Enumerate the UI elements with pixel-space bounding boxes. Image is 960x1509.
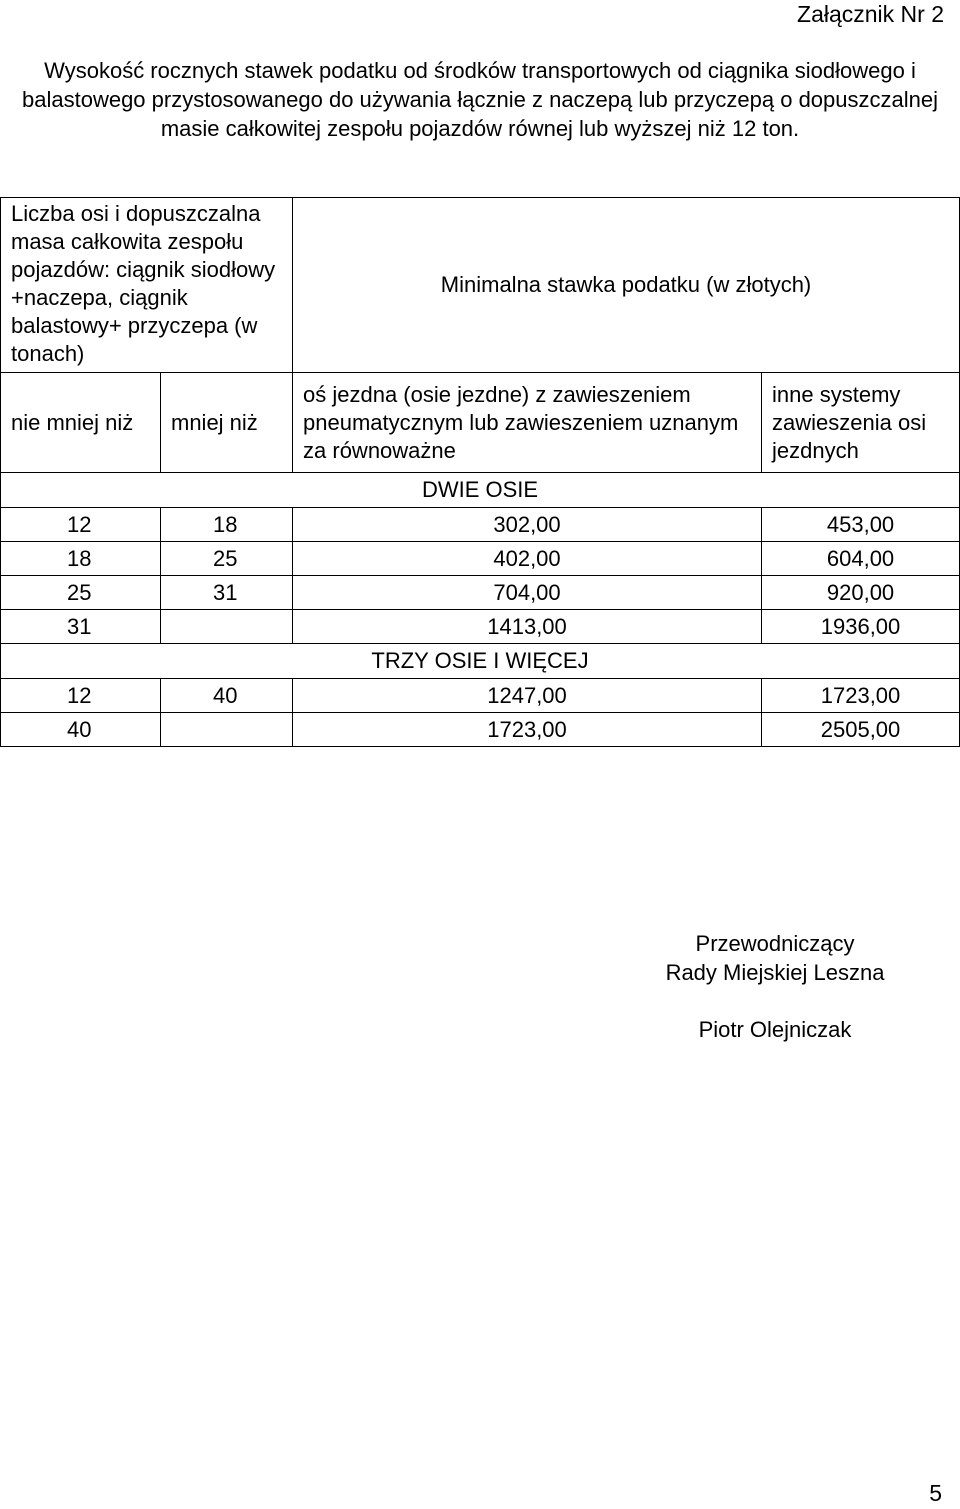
cell-max: 40 [161, 679, 293, 713]
signature-role-line1: Przewodniczący [695, 931, 855, 956]
table-subheader-row [1, 373, 960, 473]
col-max-weight: mniej niż [161, 373, 293, 473]
annex-label: Załącznik Nr 2 [797, 1, 944, 27]
cell-min: 12 [1, 508, 161, 542]
page-number: 5 [929, 1480, 942, 1506]
cell-other: 453,00 [762, 508, 960, 542]
cell-max: 31 [161, 576, 293, 610]
section-row [1, 644, 960, 679]
cell-min: 18 [1, 542, 161, 576]
signature-name: Piotr Olejniczak [698, 1017, 852, 1042]
section-title-two-axles: DWIE OSIE [1, 473, 960, 508]
cell-other: 2505,00 [762, 713, 960, 747]
cell-max: 25 [161, 542, 293, 576]
cell-pneumatic: 402,00 [293, 542, 762, 576]
cell-min: 12 [1, 679, 161, 713]
cell-other: 1723,00 [762, 679, 960, 713]
table-row [1, 542, 960, 576]
table-row [1, 508, 960, 542]
table-header-row [1, 198, 960, 373]
cell-max: 18 [161, 508, 293, 542]
col-other-suspension: inne systemy zawieszenia osi jezdnych [762, 373, 960, 473]
cell-pneumatic: 704,00 [293, 576, 762, 610]
cell-min: 31 [1, 610, 161, 644]
cell-other: 1936,00 [762, 610, 960, 644]
section-row [1, 473, 960, 508]
section-title-three-axles: TRZY OSIE I WIĘCEJ [1, 644, 960, 679]
cell-min: 40 [1, 713, 161, 747]
table-row [1, 610, 960, 644]
cell-pneumatic: 302,00 [293, 508, 762, 542]
cell-pneumatic: 1247,00 [293, 679, 762, 713]
cell-max [161, 610, 293, 644]
cell-other: 920,00 [762, 576, 960, 610]
table-row [1, 713, 960, 747]
document-title: Wysokość rocznych stawek podatku od środków transportowych od ciągnika siodłowego i balastowego przystosowanego do używania łącznie z naczepą lub przyczepą o dopuszczalnej masie całkowitej zespołu pojazdów równej lub wyższej niż 12 ton. [22, 58, 938, 141]
cell-min: 25 [1, 576, 161, 610]
cell-pneumatic: 1413,00 [293, 610, 762, 644]
cell-other: 604,00 [762, 542, 960, 576]
header-min-rate: Minimalna stawka podatku (w złotych) [293, 198, 960, 373]
header-axles-weight: Liczba osi i dopuszczalna masa całkowita zespołu pojazdów: ciągnik siodłowy +naczepa, ciągnik balastowy+ przyczepa (w tonach) [1, 198, 293, 373]
signature-role-line2: Rady Miejskiej Leszna [665, 960, 885, 985]
cell-pneumatic: 1723,00 [293, 713, 762, 747]
col-min-weight: nie mniej niż [1, 373, 161, 473]
tax-rates-table [0, 197, 960, 747]
col-pneumatic-suspension: oś jezdna (osie jezdne) z zawieszeniem pneumatycznym lub zawieszeniem uznanym za równoważne [293, 373, 762, 473]
table-row [1, 679, 960, 713]
table-row [1, 576, 960, 610]
cell-max [161, 713, 293, 747]
